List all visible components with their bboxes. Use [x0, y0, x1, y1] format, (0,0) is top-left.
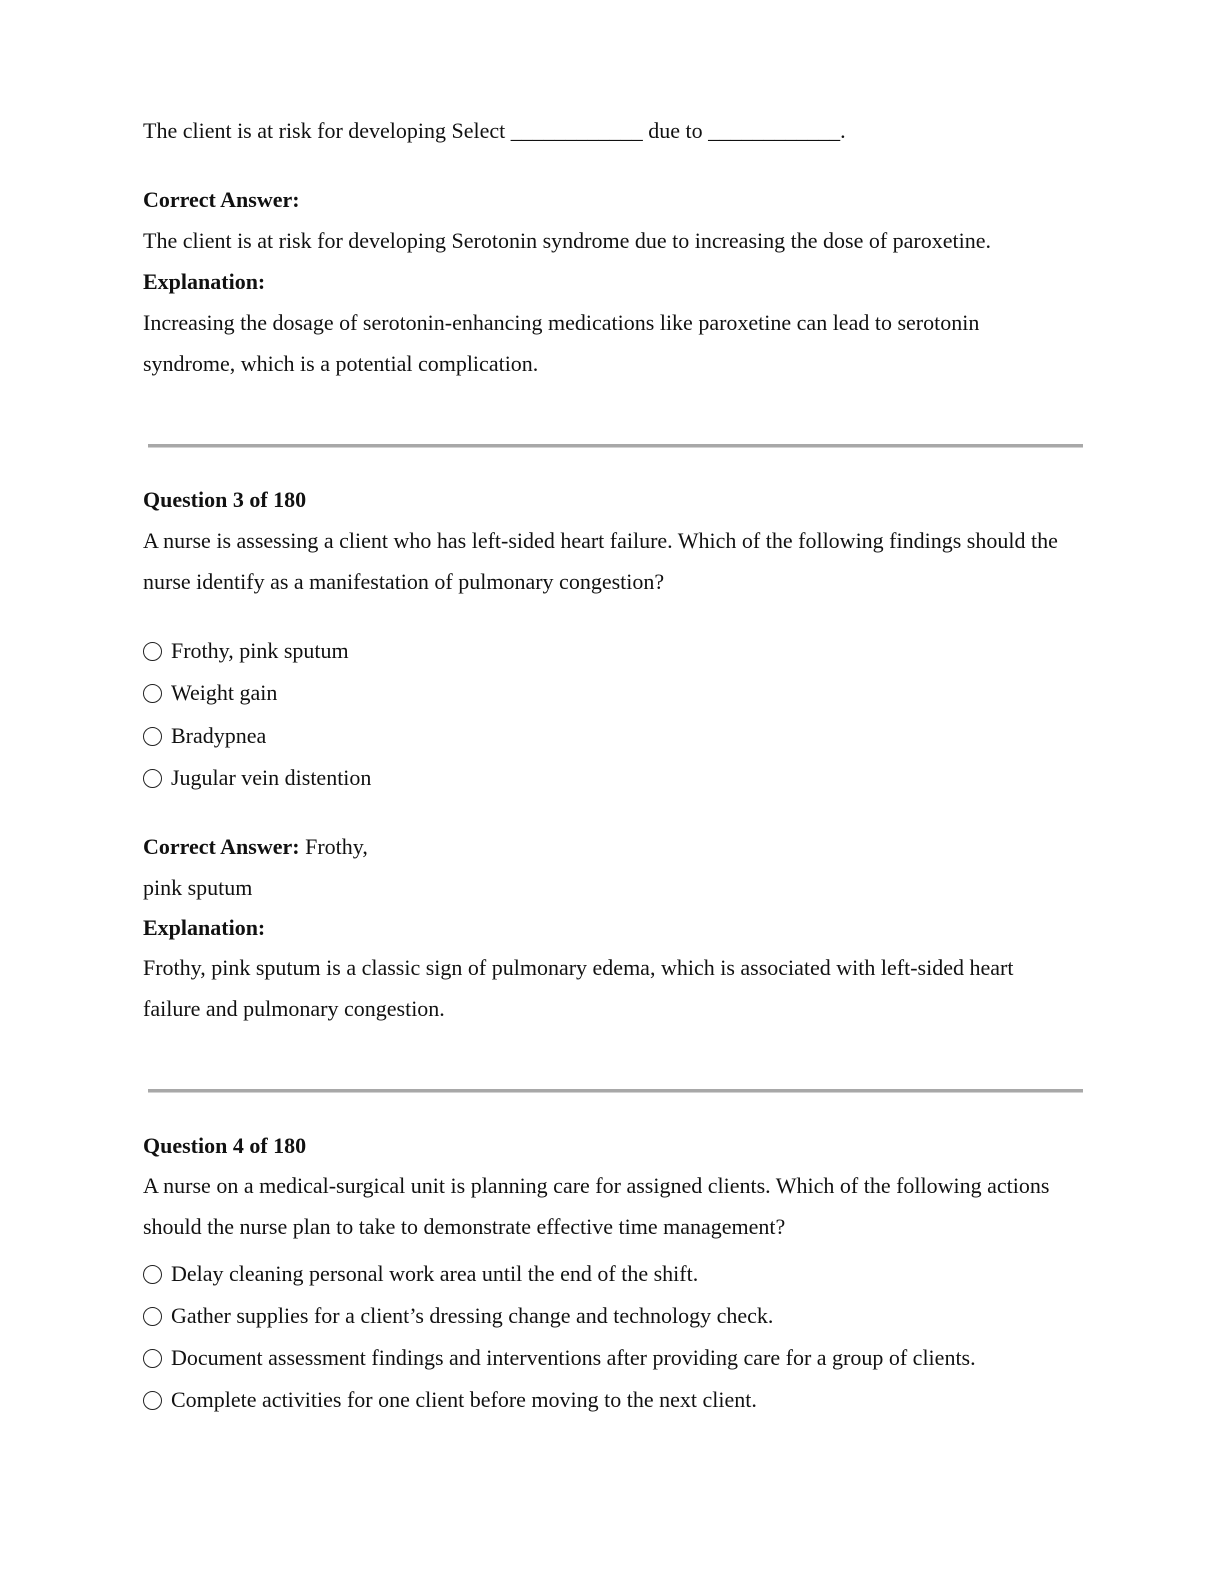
q4-option-label: Delay cleaning personal work area until the end of the shift.	[171, 1261, 699, 1286]
radio-button-icon[interactable]	[143, 684, 162, 703]
q4-option[interactable]	[143, 1387, 757, 1413]
q2-blank-1[interactable]: ____________	[510, 118, 643, 143]
q2-prompt-end: .	[840, 118, 846, 143]
q2-blank-2[interactable]: ____________	[708, 118, 841, 143]
q4-question-text: A nurse on a medical-surgical unit is planning care for assigned clients. Which of the following actions should the nurse plan to take to demonstrate effective time management?	[143, 1173, 1050, 1239]
radio-button-icon[interactable]	[143, 1307, 162, 1326]
q3-explanation-label: Explanation:	[143, 915, 266, 940]
q2-explanation-label: Explanation:	[143, 269, 266, 294]
q2-explanation-text: Increasing the dosage of serotonin-enhancing medications like paroxetine can lead to serotonin syndrome, which is a potential complication.	[143, 310, 980, 376]
q3-correct-answer-text: Frothy,	[305, 834, 368, 859]
q3-correct-answer-label: Correct Answer:	[143, 834, 300, 859]
radio-button-icon[interactable]	[143, 1265, 162, 1284]
q2-correct-answer-label: Correct Answer:	[143, 187, 300, 212]
radio-button-icon[interactable]	[143, 727, 162, 746]
radio-button-icon[interactable]	[143, 769, 162, 788]
q3-option-label: Bradypnea	[171, 723, 267, 748]
q3-option[interactable]	[143, 765, 371, 791]
q3-option-label: Frothy, pink sputum	[171, 638, 349, 663]
section-divider	[148, 1089, 1083, 1093]
q3-option-label: Jugular vein distention	[171, 765, 372, 790]
radio-button-icon[interactable]	[143, 1391, 162, 1410]
q3-explanation-text: Frothy, pink sputum is a classic sign of pulmonary edema, which is associated with left-sided heart failure and pulmonary congestion.	[143, 955, 1014, 1021]
q4-option-label: Gather supplies for a client’s dressing change and technology check.	[171, 1303, 774, 1328]
q4-option[interactable]	[143, 1303, 773, 1329]
q2-prompt-middle: due to	[648, 118, 703, 143]
q4-option-label: Document assessment findings and interventions after providing care for a group of clients.	[171, 1345, 976, 1370]
q3-option[interactable]	[143, 638, 349, 664]
q3-correct-answer	[143, 834, 368, 860]
q2-prompt	[143, 118, 846, 144]
radio-button-icon[interactable]	[143, 642, 162, 661]
q3-correct-answer-continued: pink sputum	[143, 875, 253, 900]
q3-question-text: A nurse is assessing a client who has left-sided heart failure. Which of the following findings should the nurse identify as a manifestation of pulmonary congestion?	[143, 528, 1058, 594]
q4-option[interactable]	[143, 1261, 698, 1287]
radio-button-icon[interactable]	[143, 1349, 162, 1368]
section-divider	[148, 444, 1083, 448]
q4-heading: Question 4 of 180	[143, 1133, 307, 1158]
q3-option[interactable]	[143, 680, 277, 706]
q3-option[interactable]	[143, 723, 266, 749]
q3-option-label: Weight gain	[171, 680, 278, 705]
q4-option[interactable]	[143, 1345, 976, 1371]
q2-prompt-prefix: The client is at risk for developing Select	[143, 118, 506, 143]
q3-heading: Question 3 of 180	[143, 487, 307, 512]
q4-option-label: Complete activities for one client before moving to the next client.	[171, 1387, 757, 1412]
q2-correct-answer-text: The client is at risk for developing Serotonin syndrome due to increasing the dose of paroxetine.	[143, 228, 991, 253]
